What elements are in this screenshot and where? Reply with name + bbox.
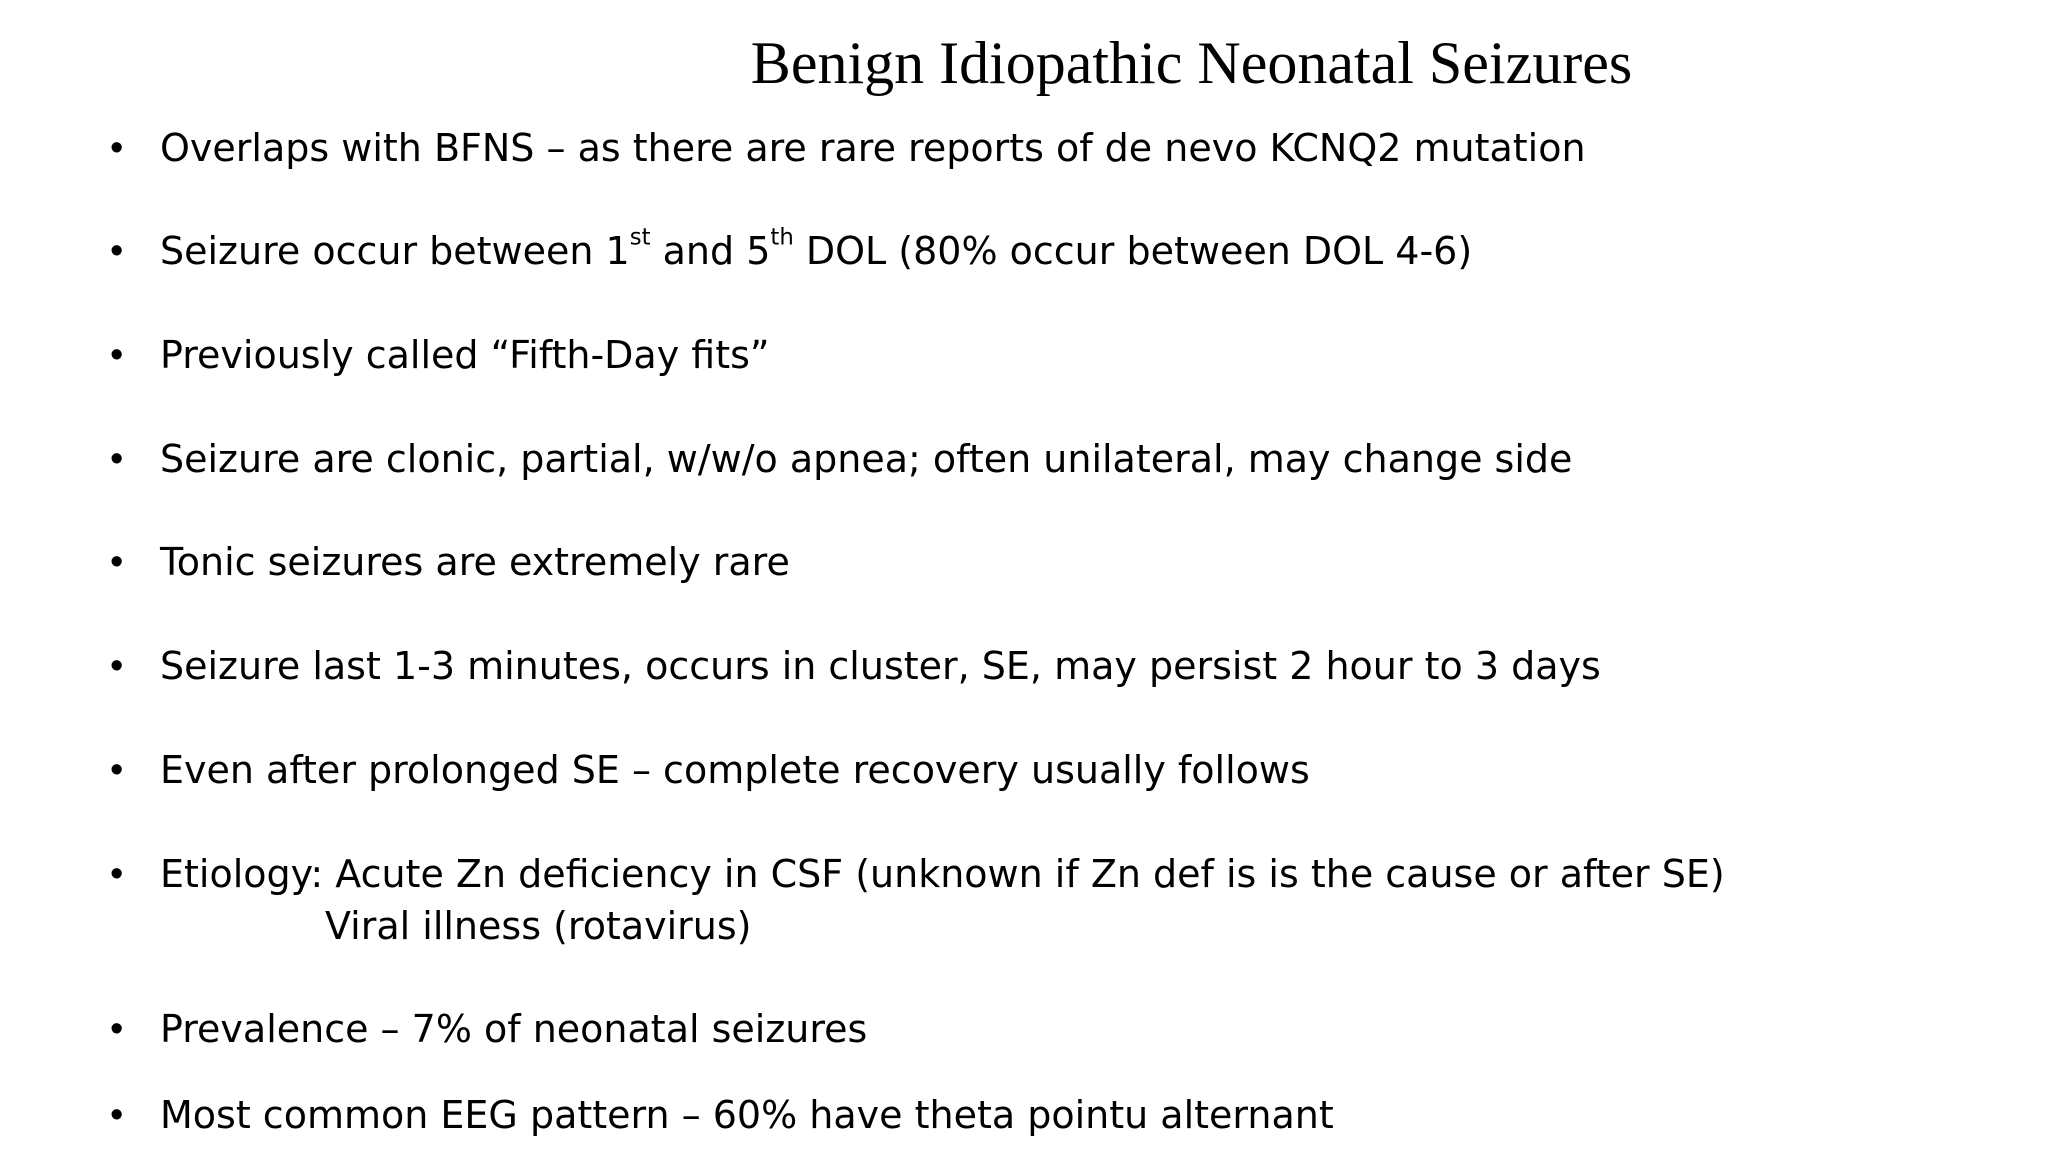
bullet-dot-icon: • (110, 749, 124, 791)
bullet-dot-icon: • (110, 230, 124, 272)
bullet-dot-icon: • (110, 334, 124, 376)
bullet-text: Tonic seizures are extremely rare (160, 540, 790, 584)
bullet-dot-icon: • (110, 127, 124, 169)
bullet-text-part: DOL (80% occur between DOL 4-6) (793, 229, 1473, 273)
bullet-text (160, 225, 1472, 277)
superscript: th (770, 224, 794, 251)
bullet-text-part: and 5 (650, 229, 771, 273)
bullet-text: Prevalence – 7% of neonatal seizures (160, 1007, 868, 1051)
bullet-text: Seizure are clonic, partial, w/w/o apnea; often unilateral, may change side (160, 437, 1573, 481)
bullet-text: Even after prolonged SE – complete recovery usually follows (160, 748, 1310, 792)
bullet-text: Most common EEG pattern – 60% have theta pointu alternant (160, 1093, 1334, 1137)
bullet-dot-icon: • (110, 645, 124, 687)
superscript: st (629, 224, 651, 251)
slide-title: Benign Idiopathic Neonatal Seizures (750, 30, 1633, 96)
bullet-text: Seizure last 1-3 minutes, occurs in cluster, SE, may persist 2 hour to 3 days (160, 644, 1601, 688)
bullet-dot-icon: • (110, 853, 124, 895)
bullet-dot-icon: • (110, 1094, 124, 1136)
bullet-dot-icon: • (110, 541, 124, 583)
bullet-text: Previously called “Fifth-Day fits” (160, 333, 770, 377)
bullet-text: Overlaps with BFNS – as there are rare reports of de nevo KCNQ2 mutation (160, 126, 1586, 170)
bullet-text: Etiology: Acute Zn deficiency in CSF (unknown if Zn def is is the cause or after SE) (160, 852, 1725, 896)
bullet-dot-icon: • (110, 1008, 124, 1050)
bullet-dot-icon: • (110, 438, 124, 480)
bullet-text-part: Seizure occur between 1 (160, 229, 630, 273)
bullet-subline: Viral illness (rotavirus) (325, 904, 752, 948)
